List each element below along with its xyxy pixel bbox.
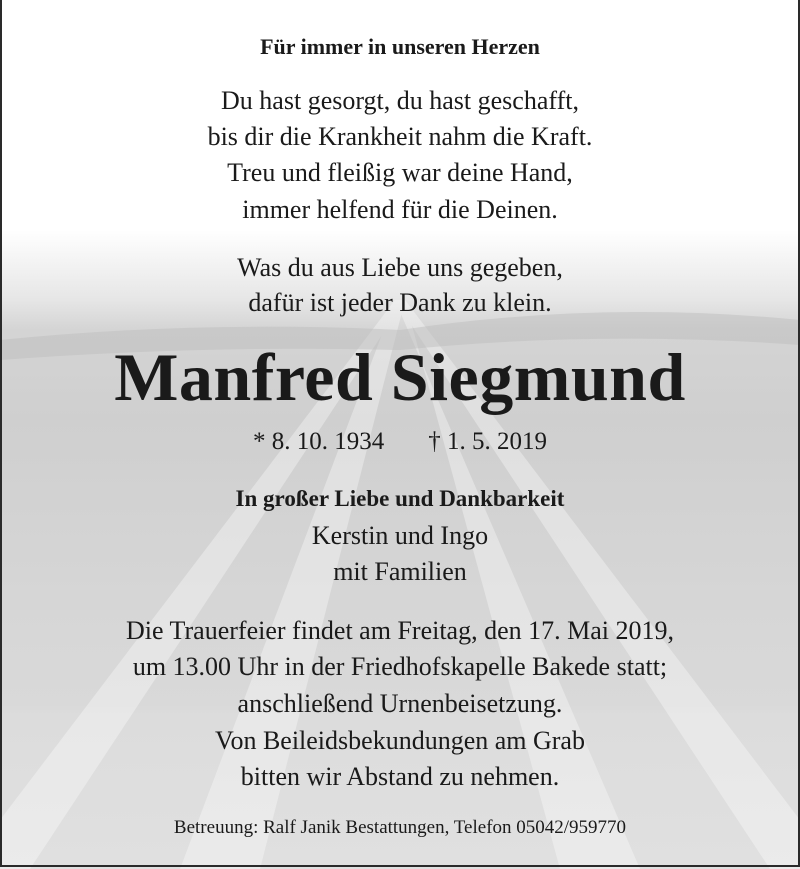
- mourners-line: mit Familien: [333, 557, 467, 586]
- notice-line: Die Trauerfeier findet am Freitag, den 17. Mai 2019,: [125, 616, 675, 645]
- notice-line: um 13.00 Uhr in der Friedhofskapelle Bakede statt;: [132, 652, 668, 681]
- dedication: In großer Liebe und Dankbarkeit: [235, 486, 565, 511]
- poem-line: dafür ist jeder Dank zu klein.: [248, 288, 552, 317]
- poem-line: Was du aus Liebe uns gegeben,: [237, 253, 563, 282]
- deceased-name: Manfred Siegmund: [114, 339, 686, 415]
- notice-line: Von Beileidsbekundungen am Grab: [215, 726, 585, 755]
- death-date: † 1. 5. 2019: [428, 428, 547, 455]
- notice-line: anschließend Urnenbeisetzung.: [237, 689, 563, 718]
- poem-line: immer helfend für die Deinen.: [242, 195, 558, 224]
- motto: Für immer in unseren Herzen: [260, 34, 540, 59]
- poem-line: Du hast gesorgt, du hast geschafft,: [221, 86, 579, 115]
- poem-line: bis dir die Krankheit nahm die Kraft.: [207, 122, 593, 151]
- life-dates: [0, 428, 800, 456]
- mourners-line: Kerstin und Ingo: [311, 521, 489, 550]
- notice-line: bitten wir Abstand zu nehmen.: [240, 762, 560, 791]
- poem-line: Treu und fleißig war deine Hand,: [227, 158, 573, 187]
- birth-date: * 8. 10. 1934: [253, 428, 385, 455]
- funeral-home-footer: Betreuung: Ralf Janik Bestattungen, Telefon 05042/959770: [173, 817, 627, 838]
